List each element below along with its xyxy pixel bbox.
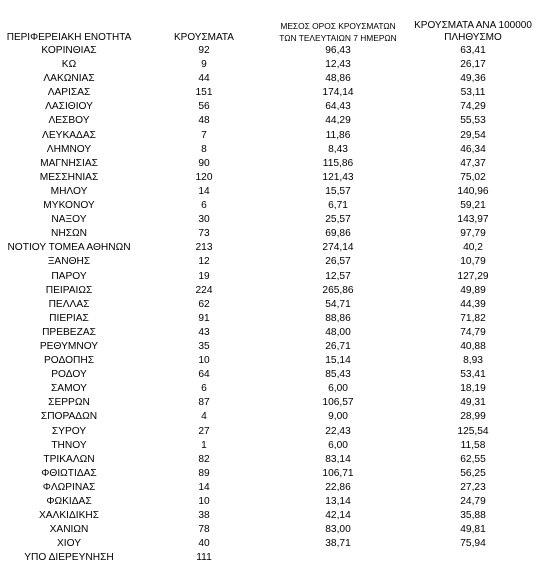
cell-cases: 38 [198, 510, 210, 522]
cell-per-100k: 29,54 [460, 129, 486, 141]
cell-7day-average: 88,86 [325, 312, 351, 324]
header-cases-label: ΚΡΟΥΣΜΑΤΑ [174, 32, 234, 43]
cell-region: ΜΑΓΝΗΣΙΑΣ [40, 157, 98, 169]
header-cases [156, 32, 252, 44]
cell-7day-average: 22,86 [325, 481, 351, 493]
cell-cases: 8 [201, 143, 207, 155]
cell-7day-average: 106,71 [322, 467, 354, 479]
cell-per-100k: 75,02 [460, 171, 486, 183]
cell-cases: 6 [201, 383, 207, 395]
cell-7day-average: 83,00 [325, 524, 351, 536]
header-7day-average [272, 20, 404, 44]
cell-7day-average: 265,86 [322, 284, 354, 296]
table-row [0, 551, 542, 565]
cell-region: ΣΥΡΟΥ [51, 425, 87, 437]
cell-cases: 1 [201, 439, 207, 451]
cell-per-100k: 143,97 [457, 214, 489, 226]
cell-7day-average: 6,00 [328, 439, 348, 451]
cell-7day-average: 121,43 [322, 171, 354, 183]
cell-7day-average: 48,86 [325, 73, 351, 85]
cell-cases: 43 [198, 326, 210, 338]
table-row [0, 58, 542, 72]
table-row [0, 171, 542, 185]
cell-per-100k: 53,11 [460, 87, 486, 99]
cell-cases: 87 [198, 397, 210, 409]
cell-cases: 27 [198, 425, 210, 437]
cell-region: ΡΟΔΟΥ [51, 369, 87, 381]
cell-cases: 213 [195, 242, 213, 254]
cell-7day-average: 12,57 [325, 270, 351, 282]
cell-cases: 89 [198, 467, 210, 479]
cell-7day-average: 44,29 [325, 115, 351, 127]
cell-per-100k: 18,19 [460, 383, 486, 395]
table-row [0, 326, 542, 340]
cell-7day-average: 54,71 [325, 298, 351, 310]
header-per100k-line1: ΚΡΟΥΣΜΑΤΑ ΑΝΑ 100000 [414, 20, 532, 31]
cell-cases: 48 [198, 115, 210, 127]
cell-region: ΝΑΞΟΥ [51, 214, 87, 226]
cell-cases: 64 [198, 369, 210, 381]
table-row [0, 368, 542, 382]
cell-7day-average: 85,43 [325, 369, 351, 381]
cell-cases: 12 [198, 256, 210, 268]
table-row [0, 537, 542, 551]
cell-region: ΡΟΔΟΠΗΣ [43, 355, 95, 367]
cell-per-100k: 49,81 [460, 524, 486, 536]
table-row [0, 241, 542, 255]
cell-cases: 10 [198, 355, 210, 367]
cell-per-100k: 40,88 [460, 340, 486, 352]
cell-7day-average: 25,57 [325, 214, 351, 226]
table-row [0, 439, 542, 453]
cell-per-100k: 35,88 [460, 510, 486, 522]
cell-region: ΜΥΚΟΝΟΥ [43, 200, 95, 212]
cell-7day-average: 6,71 [328, 200, 348, 212]
cell-7day-average: 22,43 [325, 425, 351, 437]
cell-7day-average: 174,14 [322, 87, 354, 99]
cell-7day-average: 64,43 [325, 101, 351, 113]
cell-per-100k: 53,41 [460, 369, 486, 381]
cell-per-100k: 55,53 [460, 115, 486, 127]
cell-7day-average: 48,00 [325, 326, 351, 338]
table-row [0, 340, 542, 354]
cell-region: ΧΑΝΙΩΝ [49, 524, 89, 536]
cell-per-100k: 125,54 [457, 425, 489, 437]
table-row [0, 523, 542, 537]
cell-7day-average: 26,57 [325, 256, 351, 268]
cell-region: ΛΕΣΒΟΥ [48, 115, 90, 127]
cell-7day-average: 96,43 [325, 45, 351, 56]
cell-region: ΣΑΜΟΥ [51, 383, 87, 395]
cell-per-100k: 97,79 [460, 228, 486, 240]
cell-7day-average: 106,57 [322, 397, 354, 409]
cell-region: ΛΗΜΝΟΥ [46, 143, 92, 155]
cell-cases: 4 [201, 411, 207, 423]
table-row [0, 255, 542, 269]
cell-per-100k: 44,39 [460, 298, 486, 310]
cell-region: ΠΙΕΡΙΑΣ [49, 312, 89, 324]
cell-per-100k: 40,2 [463, 242, 483, 254]
cell-region: ΧΙΟΥ [56, 538, 82, 550]
cell-cases: 90 [198, 157, 210, 169]
cell-region: ΠΑΡΟΥ [51, 270, 87, 282]
table-row [0, 382, 542, 396]
table-row [0, 72, 542, 86]
cell-region: ΡΕΘΥΜΝΟΥ [39, 340, 99, 352]
table-row [0, 185, 542, 199]
cell-7day-average: 42,14 [325, 510, 351, 522]
cell-per-100k: 24,79 [460, 496, 486, 507]
table-row [0, 114, 542, 128]
cell-per-100k: 26,17 [460, 59, 486, 71]
cell-cases: 30 [198, 214, 210, 226]
cell-region: ΝΗΣΩΝ [51, 228, 87, 240]
table-row [0, 199, 542, 213]
cell-region: ΠΕΛΛΑΣ [48, 298, 90, 310]
cell-cases: 91 [198, 312, 210, 324]
cell-7day-average: 15,57 [325, 185, 351, 197]
table-row [0, 157, 542, 171]
cell-region: ΦΘΙΩΤΙΔΑΣ [41, 467, 97, 479]
cell-7day-average: 6,00 [328, 383, 348, 395]
cell-7day-average: 38,71 [325, 538, 351, 550]
cell-cases: 9 [201, 59, 207, 71]
cell-cases: 92 [198, 45, 210, 56]
cell-region: ΤΡΙΚΑΛΩΝ [43, 453, 95, 465]
cell-per-100k: 63,41 [460, 45, 486, 56]
cell-per-100k: 127,29 [457, 270, 489, 282]
header-region-label: ΠΕΡΙΦΕΡΕΙΑΚΗ ΕΝΟΤΗΤΑ [6, 32, 132, 43]
cell-per-100k: 49,89 [460, 284, 486, 296]
cell-7day-average: 12,43 [325, 59, 351, 71]
cell-per-100k: 75,94 [460, 538, 486, 550]
cell-per-100k: 62,55 [460, 453, 486, 465]
table-row [0, 270, 542, 284]
cell-region: ΜΕΣΣΗΝΙΑΣ [39, 171, 99, 183]
table-row [0, 354, 542, 368]
cell-per-100k: 28,99 [460, 411, 486, 423]
cell-region: ΞΑΝΘΗΣ [47, 256, 91, 268]
cell-per-100k: 71,82 [460, 312, 486, 324]
cell-cases: 120 [195, 171, 213, 183]
header-avg-line2: ΤΩΝ ΤΕΛΕΥΤΑΙΩΝ 7 ΗΜΕΡΩΝ [279, 33, 397, 43]
cell-per-100k: 49,31 [460, 397, 486, 409]
table-row [0, 284, 542, 298]
cell-per-100k: 74,29 [460, 101, 486, 113]
cell-region: ΚΩ [61, 59, 77, 71]
cell-region: ΝΟΤΙΟΥ ΤΟΜΕΑ ΑΘΗΝΩΝ [7, 242, 131, 254]
table-row [0, 100, 542, 114]
cell-region: ΣΠΟΡΑΔΩΝ [40, 411, 98, 423]
cell-region: ΜΗΛΟΥ [50, 185, 88, 197]
cell-region: ΠΕΙΡΑΙΩΣ [45, 284, 93, 296]
header-per-100k [404, 20, 542, 44]
cell-7day-average: 8,43 [328, 143, 348, 155]
cell-cases: 111 [196, 552, 212, 564]
cell-7day-average: 15,14 [325, 355, 351, 367]
cell-region: ΛΑΚΩΝΙΑΣ [43, 73, 95, 85]
cell-cases: 151 [195, 87, 213, 99]
table-row [0, 481, 542, 495]
cell-cases: 82 [198, 453, 210, 465]
cell-cases: 44 [198, 73, 210, 85]
cell-cases: 224 [195, 284, 213, 296]
cell-per-100k: 10,79 [460, 256, 486, 268]
cell-7day-average: 69,86 [325, 228, 351, 240]
table-row [0, 44, 542, 58]
cell-per-100k: 47,37 [460, 157, 486, 169]
table-row [0, 495, 542, 509]
cell-per-100k: 11,58 [460, 439, 486, 451]
table-row [0, 425, 542, 439]
table-row [0, 410, 542, 424]
table-row [0, 396, 542, 410]
cell-per-100k: 27,23 [460, 481, 486, 493]
cell-7day-average: 11,86 [325, 129, 351, 141]
cell-cases: 7 [201, 129, 207, 141]
cell-region: ΥΠΟ ΔΙΕΡΕΥΝΗΣΗ [24, 552, 114, 564]
table-header [0, 0, 542, 44]
cell-per-100k: 49,36 [460, 73, 486, 85]
table-row [0, 213, 542, 227]
cell-cases: 19 [198, 270, 210, 282]
header-avg-line1: ΜΕΣΟΣ ΟΡΟΣ ΚΡΟΥΣΜΑΤΩΝ [280, 21, 396, 31]
cell-per-100k: 46,34 [460, 143, 486, 155]
table-row [0, 453, 542, 467]
cell-region: ΣΕΡΡΩΝ [48, 397, 90, 409]
cell-region: ΠΡΕΒΕΖΑΣ [42, 326, 96, 338]
cell-region: ΦΩΚΙΔΑΣ [46, 496, 92, 507]
cell-per-100k: 8,93 [463, 355, 483, 367]
cell-region: ΚΟΡΙΝΘΙΑΣ [41, 45, 97, 56]
table-row [0, 298, 542, 312]
cell-cases: 62 [198, 298, 210, 310]
table-body [0, 44, 542, 565]
table-row [0, 86, 542, 100]
header-per100k-line2: ΠΛΗΘΥΣΜΟ [444, 32, 502, 43]
table-row [0, 129, 542, 143]
cell-cases: 40 [198, 538, 210, 550]
cell-7day-average: 83,14 [325, 453, 351, 465]
cell-7day-average: 13,14 [325, 496, 351, 507]
table-row [0, 467, 542, 481]
cell-cases: 14 [198, 185, 210, 197]
cell-region: ΛΑΡΙΣΑΣ [47, 87, 91, 99]
cell-cases: 10 [198, 496, 210, 507]
cell-per-100k: 140,96 [457, 185, 489, 197]
cell-cases: 78 [198, 524, 210, 536]
header-region [0, 32, 138, 44]
cell-7day-average: 274,14 [322, 242, 354, 254]
cell-7day-average: 115,86 [322, 157, 354, 169]
cell-7day-average: 9,00 [328, 411, 348, 423]
cell-region: ΛΕΥΚΑΔΑΣ [42, 129, 96, 141]
cell-cases: 6 [201, 200, 207, 212]
cell-region: ΛΑΣΙΘΙΟΥ [45, 101, 93, 113]
cell-region: ΦΛΩΡΙΝΑΣ [42, 481, 96, 493]
cell-cases: 56 [198, 101, 210, 113]
table-row [0, 143, 542, 157]
cell-cases: 35 [198, 340, 210, 352]
cell-cases: 14 [198, 481, 210, 493]
cell-per-100k: 59,21 [460, 200, 486, 212]
cell-per-100k: 74,79 [460, 326, 486, 338]
cell-per-100k: 56,25 [460, 467, 486, 479]
cell-cases: 73 [198, 228, 210, 240]
table-row [0, 312, 542, 326]
cell-region: ΧΑΛΚΙΔΙΚΗΣ [38, 510, 100, 522]
cell-7day-average: 26,71 [325, 340, 351, 352]
table-row [0, 509, 542, 523]
table-row [0, 227, 542, 241]
cell-region: ΤΗΝΟΥ [51, 439, 87, 451]
